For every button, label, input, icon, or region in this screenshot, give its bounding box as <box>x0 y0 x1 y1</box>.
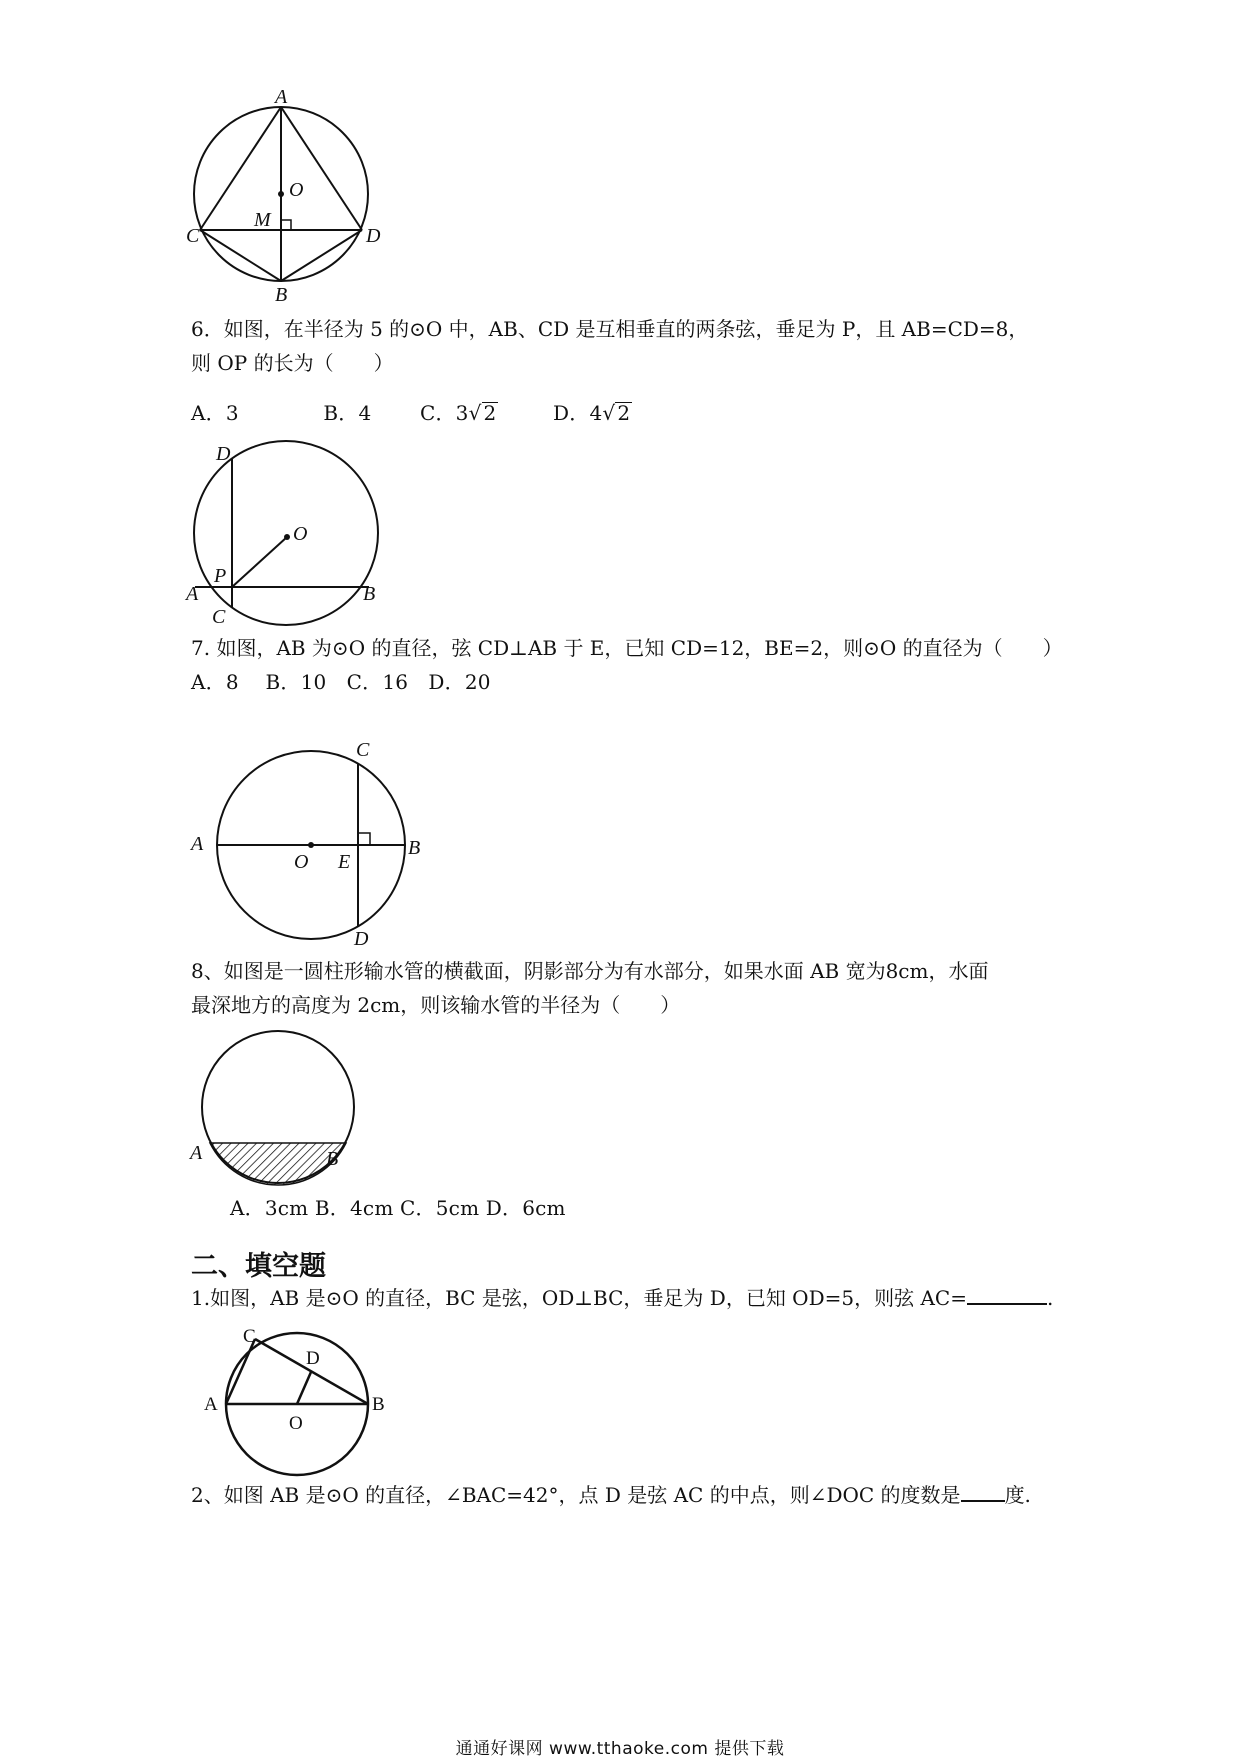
q6-option-b: B．4 <box>323 401 372 425</box>
fill2-blank[interactable] <box>961 1478 1005 1502</box>
figure-circle-triangle <box>186 86 386 306</box>
q6-option-c-radical: 2 <box>483 401 497 425</box>
label-o: O <box>289 1413 303 1434</box>
label-c: C <box>243 1326 256 1347</box>
figure-diameter-chord <box>186 738 426 948</box>
figure-water-pipe <box>186 1035 356 1185</box>
label-d: D <box>306 1348 320 1369</box>
segment-od <box>297 1372 311 1404</box>
segment-ad <box>281 107 362 230</box>
center-dot <box>308 842 314 848</box>
label-b: B <box>275 284 288 306</box>
segment-db <box>281 230 362 281</box>
label-d: D <box>366 225 381 247</box>
q6-option-c: C．3√ 2 <box>419 401 497 425</box>
figure-perpendicular-chords <box>186 440 386 640</box>
section-title: 二、填空题 <box>191 1251 326 1282</box>
q6-option-d: D．4√ 2 <box>553 401 631 425</box>
q8-line2: 最深地方的高度为 2cm，则该输水管的半径为（ ） <box>191 993 681 1017</box>
q8-line1: 8、如图是一圆柱形输水管的横截面，阴影部分为有水部分，如果水面 AB 宽为8cm，水面 <box>191 959 989 983</box>
label-b: B <box>363 583 376 605</box>
q6-option-a: A．3 <box>191 401 239 425</box>
q7-line1: 7. 如图，AB 为⊙O 的直径，弦 CD⊥AB 于 E，已知 CD=12，BE=2，则⊙O 的直径为（ ） <box>191 636 1063 660</box>
label-a: A <box>204 1394 218 1415</box>
segment-cb <box>200 230 281 281</box>
center-dot <box>284 534 290 540</box>
q8-options: A．3cm B．4cm C．5cm D．6cm <box>230 1196 566 1220</box>
footer: 通通好课网 www.tthaoke.com 提供下载 <box>455 1739 785 1759</box>
right-angle-mark <box>281 220 291 230</box>
label-o: O <box>293 523 308 545</box>
label-p: P <box>214 565 227 587</box>
figure-diameter-chord-od <box>200 1320 400 1480</box>
fill1-text: 1.如图，AB 是⊙O 的直径，BC 是弦，OD⊥BC，垂足为 D，已知 OD=5，则弦 AC= . <box>191 1281 1053 1315</box>
label-c: C <box>212 606 226 628</box>
label-b: B <box>372 1394 385 1415</box>
segment-op <box>232 537 287 587</box>
q6-options <box>191 396 632 430</box>
label-d: D <box>216 443 231 465</box>
label-b: B <box>408 837 421 859</box>
chord-ac <box>226 1339 255 1404</box>
label-b: B <box>326 1148 339 1170</box>
fill1-blank[interactable] <box>967 1281 1047 1305</box>
label-a: A <box>191 833 204 855</box>
label-c: C <box>186 225 200 247</box>
circle <box>194 441 378 625</box>
label-e: E <box>338 851 351 873</box>
label-m: M <box>254 209 271 231</box>
label-a: A <box>190 1142 203 1164</box>
label-a: A <box>275 86 288 108</box>
label-d: D <box>354 928 369 950</box>
label-o: O <box>289 179 304 201</box>
right-angle-mark <box>358 833 370 845</box>
center-dot <box>278 191 284 197</box>
q6-line2: 则 OP 的长为（ ） <box>191 351 394 375</box>
q6-line1: 6．如图，在半径为 5 的⊙O 中，AB、CD 是互相垂直的两条弦，垂足为 P，且 AB=CD=8， <box>191 317 1029 341</box>
fill2-text: 2、如图 AB 是⊙O 的直径，∠BAC=42°，点 D 是弦 AC 的中点，则∠DOC 的度数是 度. <box>191 1478 1031 1512</box>
label-o: O <box>294 851 309 873</box>
q7-options: A．8 B．10 C．16 D．20 <box>191 670 491 694</box>
label-a: A <box>186 583 199 605</box>
label-c: C <box>356 739 370 761</box>
q6-option-d-radical: 2 <box>617 401 631 425</box>
